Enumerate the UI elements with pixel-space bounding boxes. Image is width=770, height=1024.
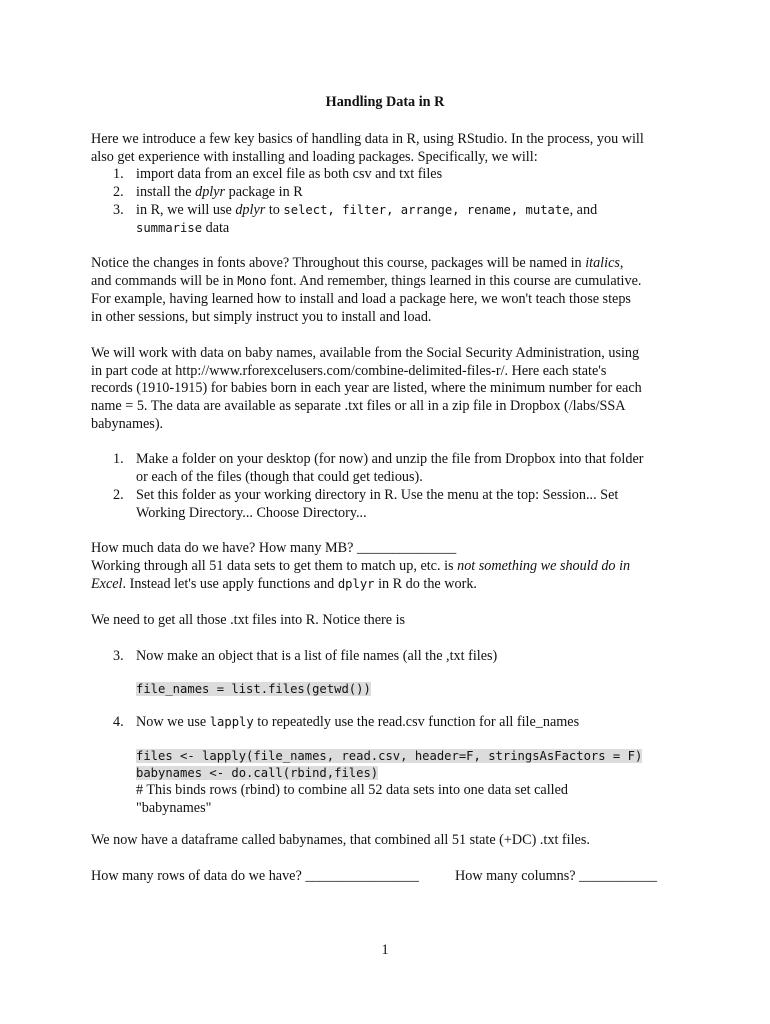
notice-line-2: and commands will be in Mono font. And remember, things learned in this course are cumulative. (91, 273, 642, 289)
code-line-rbind: babynames <- do.call(rbind,files) (136, 766, 379, 780)
goal-number: 2. (113, 184, 124, 200)
working-line-2: Excel. Instead let's use apply functions and dplyr in R do the work. (91, 576, 477, 592)
dataframe-note: We now have a dataframe called babynames, that combined all 51 state (+DC) .txt files. (91, 832, 590, 848)
goal-item: install the dplyr package in R (136, 184, 303, 200)
need-txt-line: We need to get all those .txt files into R. Notice there is (91, 612, 406, 628)
notice-line-4: in other sessions, but simply instruct you to install and load. (91, 309, 432, 325)
step-number: 2. (113, 487, 124, 503)
package-name: dplyr (235, 202, 266, 218)
intro-line-1: Here we introduce a few key basics of handling data in R, using RStudio. In the process, you will (91, 131, 644, 147)
goal-item-continued: summarise data (136, 220, 230, 236)
notice-line-3: For example, having learned how to install and load a package here, we won't teach those steps (91, 291, 631, 307)
babynames-line-3: records (1910-1915) for babies born in each year are listed, where the minimum number for each (91, 380, 642, 396)
goal-number: 1. (113, 166, 124, 182)
question-rows: How many rows of data do we have? ________________ (91, 868, 419, 884)
question-mb: How much data do we have? How many MB? ______________ (91, 540, 457, 556)
goal-item: import data from an excel file as both csv and txt files (136, 166, 443, 182)
goal-number: 3. (113, 202, 124, 218)
step-item-continued: Working Directory... Choose Directory... (136, 505, 367, 521)
code-block-file-names: file_names = list.files(getwd()) (136, 682, 371, 696)
notice-line-1: Notice the changes in fonts above? Throughout this course, packages will be named in italics, (91, 255, 624, 271)
babynames-line-5: babynames). (91, 416, 164, 432)
babynames-line-1: We will work with data on baby names, available from the Social Security Administration, using (91, 345, 640, 361)
step-number: 1. (113, 451, 124, 467)
step-item: Now we use lapply to repeatedly use the read.csv function for all file_names (136, 714, 580, 730)
step-item-continued: or each of the files (though that could get tedious). (136, 469, 423, 485)
working-line-1: Working through all 51 data sets to get them to match up, etc. is not something we should do in (91, 558, 631, 574)
step-number: 4. (113, 714, 124, 730)
code-comment-line-2: "babynames" (136, 800, 212, 816)
step-item: Make a folder on your desktop (for now) and unzip the file from Dropbox into that folder (136, 451, 644, 467)
babynames-line-4: name = 5. The data are available as separate .txt files or all in a zip file in Dropbox (/labs/SSA (91, 398, 626, 414)
intro-line-2: also get experience with installing and loading packages. Specifically, we will: (91, 149, 538, 165)
package-name: dplyr (195, 184, 226, 200)
step-item: Now make an object that is a list of file names (all the ,txt files) (136, 648, 498, 664)
babynames-line-2: in part code at http://www.rforexcelusers.com/combine-delimited-files-r/. Here each state's (91, 363, 607, 379)
code-comment-line-1: # This binds rows (rbind) to combine all 52 data sets into one data set called (136, 782, 568, 798)
document-title: Handling Data in R (325, 94, 445, 110)
goal-item: in R, we will use dplyr to select, filter, arrange, rename, mutate, and (136, 202, 598, 218)
question-columns: How many columns? ___________ (455, 868, 658, 884)
step-item: Set this folder as your working directory in R. Use the menu at the top: Session... Set (136, 487, 619, 503)
code-line-lapply: files <- lapply(file_names, read.csv, header=F, stringsAsFactors = F) (136, 749, 643, 763)
command-names: select, filter, arrange, rename, mutate (283, 203, 570, 217)
page-number: 1 (381, 942, 389, 958)
command-name: summarise (136, 221, 203, 235)
step-number: 3. (113, 648, 124, 664)
